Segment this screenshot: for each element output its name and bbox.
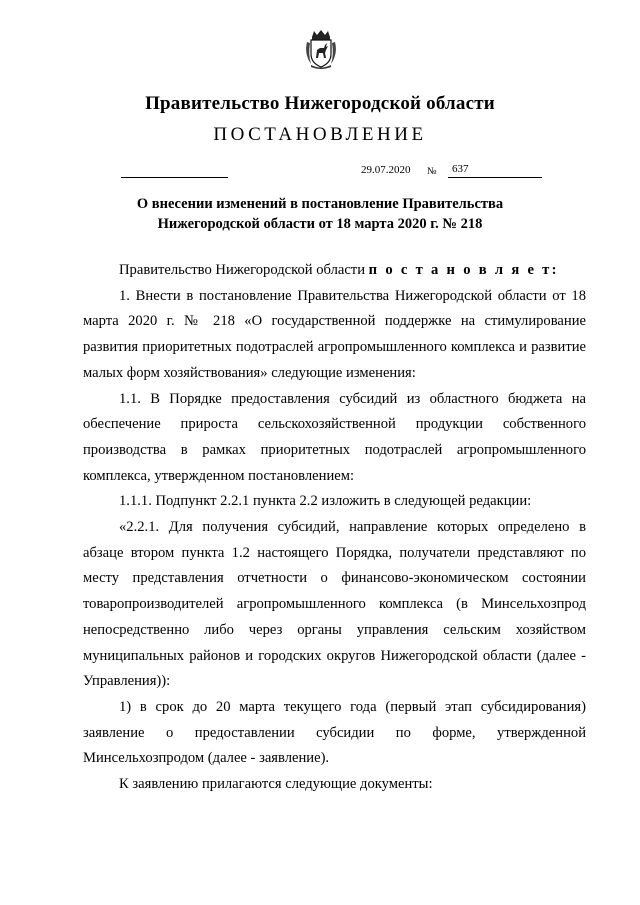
- document-number: 637: [452, 163, 469, 175]
- organization-title: Правительство Нижегородской области: [145, 93, 495, 114]
- paragraph-item-1: 1) в срок до 20 марта текущего года (первый этап субсидирования) заявление о предоставлении субсидии по форме, утвержденной Минсельхозпродом (далее - заявление).: [83, 698, 586, 767]
- subject-line-2: Нижегородской области от 18 марта 2020 г. № 218: [157, 216, 483, 232]
- paragraph-1: 1. Внести в постановление Правительства Нижегородской области от 18 марта 2020 г. № 218 «О государственной поддержке на стимулирование развития приоритетных подотраслей агропромышленного комплекса и развитие малых форм хозяйствования» следующие изменения:: [83, 287, 586, 381]
- paragraph-2-2-1: «2.2.1. Для получения субсидий, направление которых определено в абзаце втором пункта 1.2 настоящего Порядка, получатели представляют по месту представления отчетности о финансово-экономическом состоянии товаропроизводителей агропромышленного комплекса (в Минсельхозпрод непосредственно либо через органы управления сельским хозяйством муниципальных районов и городских округов Нижегородской области (далее - Управления)):: [83, 519, 586, 690]
- paragraph-1-1-1: 1.1.1. Подпункт 2.2.1 пункта 2.2 изложить в следующей редакции:: [119, 493, 532, 510]
- document-date: 29.07.2020: [361, 164, 411, 176]
- subject-line-1: О внесении изменений в постановление Правительства: [136, 196, 504, 212]
- paragraph-1-1: 1.1. В Порядке предоставления субсидий из областного бюджета на обеспечение прироста сельскохозяйственной продукции собственного производства в рамках приоритетных подотраслей агропромышленного комплекса, утвержденном постановлением:: [83, 390, 586, 484]
- decree-intro: [83, 258, 586, 284]
- document-subject: [100, 194, 540, 234]
- decree-lead: Правительство Нижегородской области: [119, 262, 369, 278]
- decree-word: п о с т а н о в л я е т:: [368, 262, 559, 278]
- paragraph-attachments: К заявлению прилагаются следующие документы:: [119, 776, 433, 793]
- blank-line: [121, 177, 228, 178]
- document-type: ПОСТАНОВЛЕНИЕ: [213, 124, 427, 145]
- number-underline: [448, 177, 542, 178]
- document-body: [83, 258, 586, 798]
- number-sign: №: [427, 166, 437, 177]
- coat-of-arms-icon: [303, 28, 339, 70]
